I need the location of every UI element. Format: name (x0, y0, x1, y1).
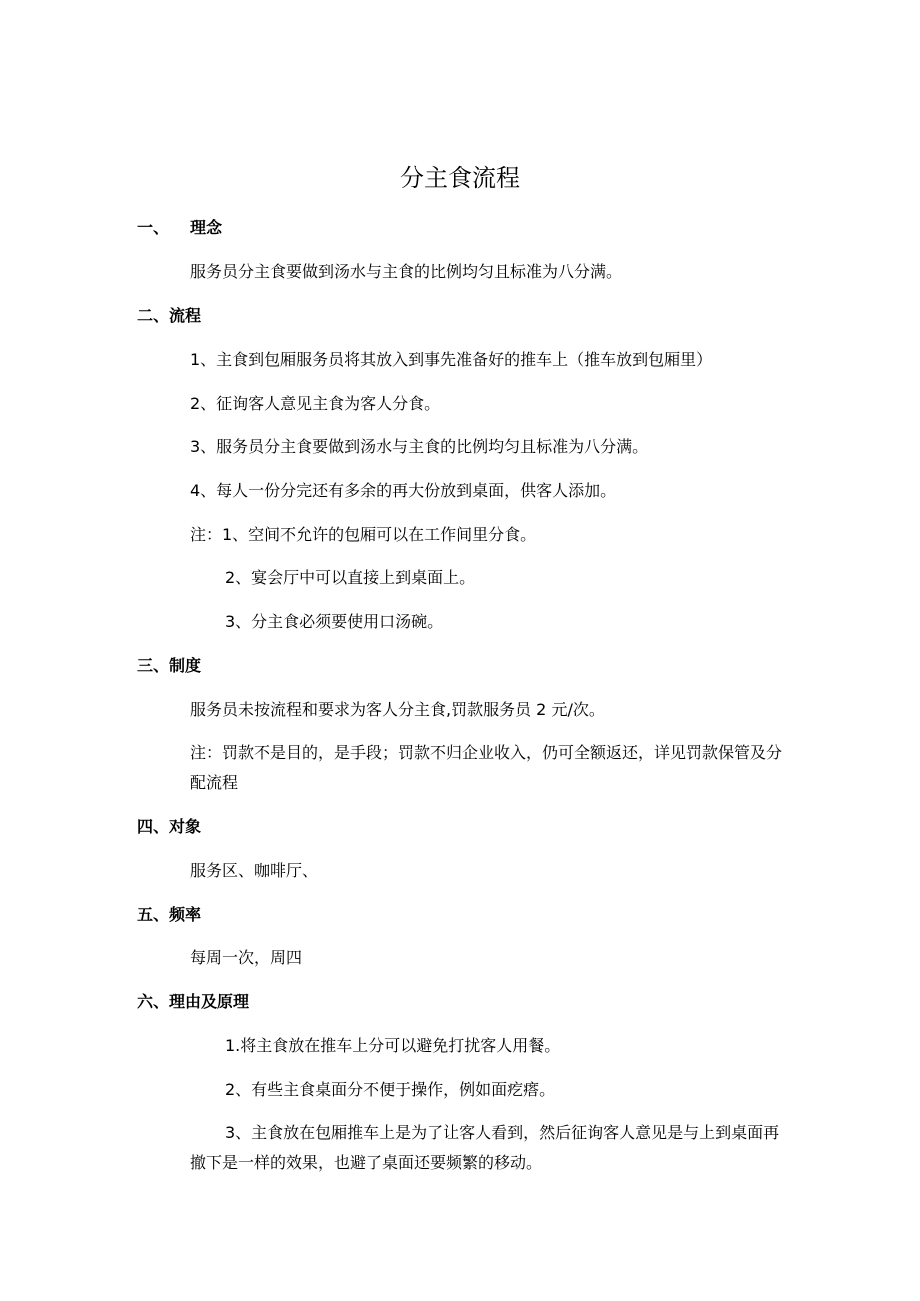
section-6-item-2: 2、有些主食桌面分不便于操作，例如面疙瘩。 (225, 1080, 556, 1099)
section-2-item-1: 1、主食到包厢服务员将其放入到事先准备好的推车上（推车放到包厢里） (190, 350, 713, 369)
section-4-heading: 四、对象 (137, 817, 202, 836)
section-6-heading: 六、理由及原理 (137, 992, 250, 1011)
section-2-note-1: 注：1、空间不允许的包厢可以在工作间里分食。 (190, 525, 537, 544)
section-2-item-4: 4、每人一份分完还有多余的再大份放到桌面，供客人添加。 (190, 481, 617, 500)
section-3-paragraph: 服务员未按流程和要求为客人分主食,罚款服务员 2 元/次。 (190, 700, 605, 719)
section-2-note-3: 3、分主食必须要使用口汤碗。 (225, 612, 444, 631)
section-2-heading: 二、流程 (137, 306, 202, 325)
section-2-item-3: 3、服务员分主食要做到汤水与主食的比例均匀且标准为八分满。 (190, 437, 649, 456)
section-3-note: 注：罚款不是目的，是手段；罚款不归企业收入，仍可全额返还，详见罚款保管及分配流程 (190, 743, 783, 792)
section-3-heading: 三、制度 (137, 656, 202, 675)
section-1-paragraph: 服务员分主食要做到汤水与主食的比例均匀且标准为八分满。 (190, 262, 623, 281)
section-6-item-1: 1.将主食放在推车上分可以避免打扰客人用餐。 (225, 1036, 561, 1055)
section-5-heading: 五、频率 (137, 905, 202, 924)
document-title: 分主食流程 (400, 164, 520, 192)
section-2-item-2: 2、征询客人意见主食为客人分食。 (190, 394, 441, 413)
section-1-heading: 理念 (190, 218, 223, 237)
section-1-number: 一、 (137, 218, 170, 237)
section-6-item-3: 3、主食放在包厢推车上是为了让客人看到，然后征询客人意见是与上到桌面再撤下是一样的效果，也避了桌面还要频繁的移动。 (190, 1123, 780, 1172)
section-4-paragraph: 服务区、咖啡厅、 (190, 861, 319, 880)
section-2-note-2: 2、宴会厅中可以直接上到桌面上。 (225, 568, 476, 587)
section-5-paragraph: 每周一次，周四 (190, 948, 303, 967)
